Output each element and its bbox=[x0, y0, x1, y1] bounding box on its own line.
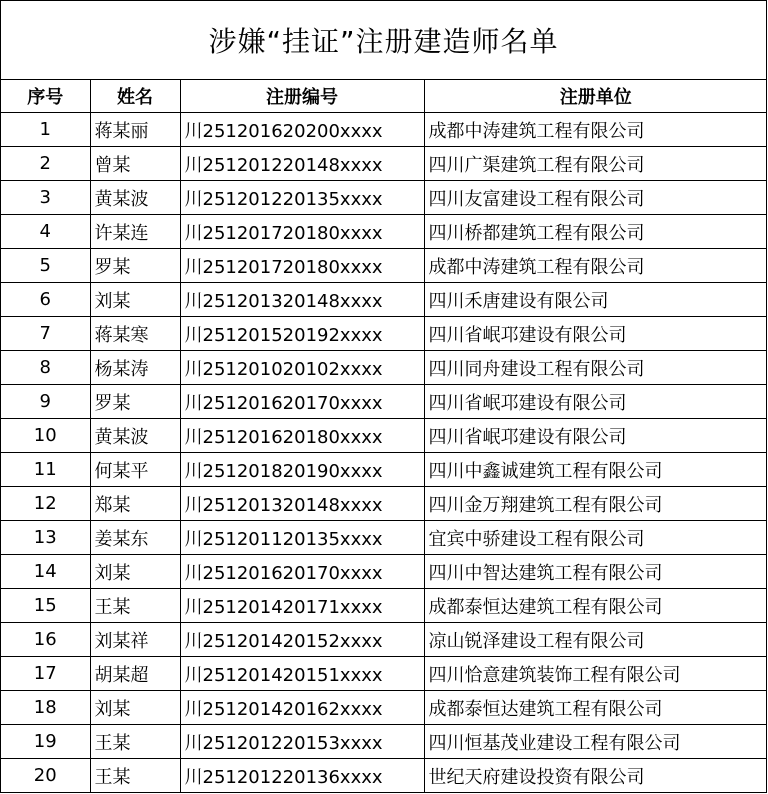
cell-name[interactable]: 曾某 bbox=[90, 147, 180, 181]
cell-name[interactable]: 黄某波 bbox=[90, 181, 180, 215]
cell-reg-no[interactable]: 川251201720180xxxx bbox=[180, 249, 424, 283]
cell-seq[interactable]: 11 bbox=[1, 453, 90, 487]
cell-company[interactable]: 四川桥都建筑工程有限公司 bbox=[424, 215, 767, 249]
cell-name[interactable]: 何某平 bbox=[90, 453, 180, 487]
cell-company[interactable]: 四川恰意建筑装饰工程有限公司 bbox=[424, 657, 767, 691]
cell-reg-no[interactable]: 川251201320148xxxx bbox=[180, 283, 424, 317]
cell-name[interactable]: 蒋某寒 bbox=[90, 317, 180, 351]
table-row bbox=[1, 147, 767, 181]
cell-name[interactable]: 杨某涛 bbox=[90, 351, 180, 385]
cell-seq[interactable]: 15 bbox=[1, 589, 90, 623]
cell-seq[interactable]: 18 bbox=[1, 691, 90, 725]
cell-name[interactable]: 刘某 bbox=[90, 691, 180, 725]
registrant-table bbox=[1, 80, 767, 793]
cell-name[interactable]: 刘某 bbox=[90, 283, 180, 317]
cell-reg-no[interactable]: 川251201720180xxxx bbox=[180, 215, 424, 249]
table-row bbox=[1, 759, 767, 793]
table-row bbox=[1, 419, 767, 453]
table-row bbox=[1, 623, 767, 657]
cell-reg-no[interactable]: 川251201220136xxxx bbox=[180, 759, 424, 793]
cell-company[interactable]: 四川省岷邛建设有限公司 bbox=[424, 419, 767, 453]
cell-reg-no[interactable]: 川251201620170xxxx bbox=[180, 385, 424, 419]
cell-seq[interactable]: 12 bbox=[1, 487, 90, 521]
cell-company[interactable]: 成都中涛建筑工程有限公司 bbox=[424, 249, 767, 283]
table-row bbox=[1, 249, 767, 283]
cell-reg-no[interactable]: 川251201320148xxxx bbox=[180, 487, 424, 521]
cell-name[interactable]: 许某连 bbox=[90, 215, 180, 249]
cell-company[interactable]: 四川中鑫诚建筑工程有限公司 bbox=[424, 453, 767, 487]
cell-company[interactable]: 四川恒基茂业建设工程有限公司 bbox=[424, 725, 767, 759]
cell-company[interactable]: 世纪天府建设投资有限公司 bbox=[424, 759, 767, 793]
cell-reg-no[interactable]: 川251201420152xxxx bbox=[180, 623, 424, 657]
cell-company[interactable]: 四川省岷邛建设有限公司 bbox=[424, 317, 767, 351]
cell-reg-no[interactable]: 川251201420171xxxx bbox=[180, 589, 424, 623]
cell-seq[interactable]: 6 bbox=[1, 283, 90, 317]
cell-name[interactable]: 王某 bbox=[90, 725, 180, 759]
table-row bbox=[1, 181, 767, 215]
cell-name[interactable]: 郑某 bbox=[90, 487, 180, 521]
cell-seq[interactable]: 8 bbox=[1, 351, 90, 385]
table-row bbox=[1, 317, 767, 351]
table-row bbox=[1, 487, 767, 521]
table-row bbox=[1, 657, 767, 691]
cell-seq[interactable]: 1 bbox=[1, 113, 90, 147]
table-row bbox=[1, 453, 767, 487]
cell-reg-no[interactable]: 川251201420162xxxx bbox=[180, 691, 424, 725]
cell-company[interactable]: 四川禾唐建设有限公司 bbox=[424, 283, 767, 317]
cell-reg-no[interactable]: 川251201220135xxxx bbox=[180, 181, 424, 215]
cell-name[interactable]: 王某 bbox=[90, 759, 180, 793]
cell-reg-no[interactable]: 川251201220153xxxx bbox=[180, 725, 424, 759]
table-row bbox=[1, 589, 767, 623]
cell-company[interactable]: 成都泰恒达建筑工程有限公司 bbox=[424, 589, 767, 623]
cell-reg-no[interactable]: 川251201620180xxxx bbox=[180, 419, 424, 453]
cell-seq[interactable]: 20 bbox=[1, 759, 90, 793]
cell-name[interactable]: 罗某 bbox=[90, 249, 180, 283]
cell-reg-no[interactable]: 川251201420151xxxx bbox=[180, 657, 424, 691]
table-row bbox=[1, 385, 767, 419]
cell-seq[interactable]: 17 bbox=[1, 657, 90, 691]
header-row bbox=[1, 80, 767, 113]
cell-reg-no[interactable]: 川251201520192xxxx bbox=[180, 317, 424, 351]
sheet-title: 涉嫌“挂证”注册建造师名单 bbox=[1, 0, 766, 80]
table-row bbox=[1, 691, 767, 725]
table-row bbox=[1, 555, 767, 589]
cell-seq[interactable]: 9 bbox=[1, 385, 90, 419]
cell-seq[interactable]: 4 bbox=[1, 215, 90, 249]
table-body bbox=[1, 113, 767, 793]
cell-reg-no[interactable]: 川251201620200xxxx bbox=[180, 113, 424, 147]
cell-seq[interactable]: 13 bbox=[1, 521, 90, 555]
cell-seq[interactable]: 2 bbox=[1, 147, 90, 181]
cell-name[interactable]: 刘某 bbox=[90, 555, 180, 589]
cell-reg-no[interactable]: 川251201020102xxxx bbox=[180, 351, 424, 385]
cell-reg-no[interactable]: 川251201820190xxxx bbox=[180, 453, 424, 487]
table-row bbox=[1, 283, 767, 317]
cell-name[interactable]: 胡某超 bbox=[90, 657, 180, 691]
cell-company[interactable]: 四川同舟建设工程有限公司 bbox=[424, 351, 767, 385]
cell-company[interactable]: 凉山锐泽建设工程有限公司 bbox=[424, 623, 767, 657]
cell-reg-no[interactable]: 川251201220148xxxx bbox=[180, 147, 424, 181]
cell-name[interactable]: 姜某东 bbox=[90, 521, 180, 555]
cell-company[interactable]: 四川金万翔建筑工程有限公司 bbox=[424, 487, 767, 521]
header-reg-no[interactable]: 注册编号 bbox=[180, 80, 424, 113]
cell-reg-no[interactable]: 川251201620170xxxx bbox=[180, 555, 424, 589]
cell-company[interactable]: 成都中涛建筑工程有限公司 bbox=[424, 113, 767, 147]
cell-seq[interactable]: 3 bbox=[1, 181, 90, 215]
cell-company[interactable]: 四川中智达建筑工程有限公司 bbox=[424, 555, 767, 589]
cell-seq[interactable]: 14 bbox=[1, 555, 90, 589]
cell-name[interactable]: 黄某波 bbox=[90, 419, 180, 453]
cell-seq[interactable]: 10 bbox=[1, 419, 90, 453]
cell-name[interactable]: 蒋某丽 bbox=[90, 113, 180, 147]
table-row bbox=[1, 351, 767, 385]
cell-seq[interactable]: 7 bbox=[1, 317, 90, 351]
cell-company[interactable]: 四川省岷邛建设有限公司 bbox=[424, 385, 767, 419]
cell-company[interactable]: 四川友富建设工程有限公司 bbox=[424, 181, 767, 215]
cell-reg-no[interactable]: 川251201120135xxxx bbox=[180, 521, 424, 555]
cell-seq[interactable]: 19 bbox=[1, 725, 90, 759]
table-row bbox=[1, 725, 767, 759]
cell-company[interactable]: 四川广渠建筑工程有限公司 bbox=[424, 147, 767, 181]
table-row bbox=[1, 521, 767, 555]
header-company[interactable]: 注册单位 bbox=[424, 80, 767, 113]
cell-name[interactable]: 王某 bbox=[90, 589, 180, 623]
header-seq[interactable]: 序号 bbox=[1, 80, 90, 113]
cell-name[interactable]: 罗某 bbox=[90, 385, 180, 419]
cell-seq[interactable]: 5 bbox=[1, 249, 90, 283]
table-row bbox=[1, 113, 767, 147]
header-name[interactable]: 姓名 bbox=[90, 80, 180, 113]
table-row bbox=[1, 215, 767, 249]
cell-company[interactable]: 宜宾中骄建设工程有限公司 bbox=[424, 521, 767, 555]
cell-company[interactable]: 成都泰恒达建筑工程有限公司 bbox=[424, 691, 767, 725]
cell-seq[interactable]: 16 bbox=[1, 623, 90, 657]
cell-name[interactable]: 刘某祥 bbox=[90, 623, 180, 657]
